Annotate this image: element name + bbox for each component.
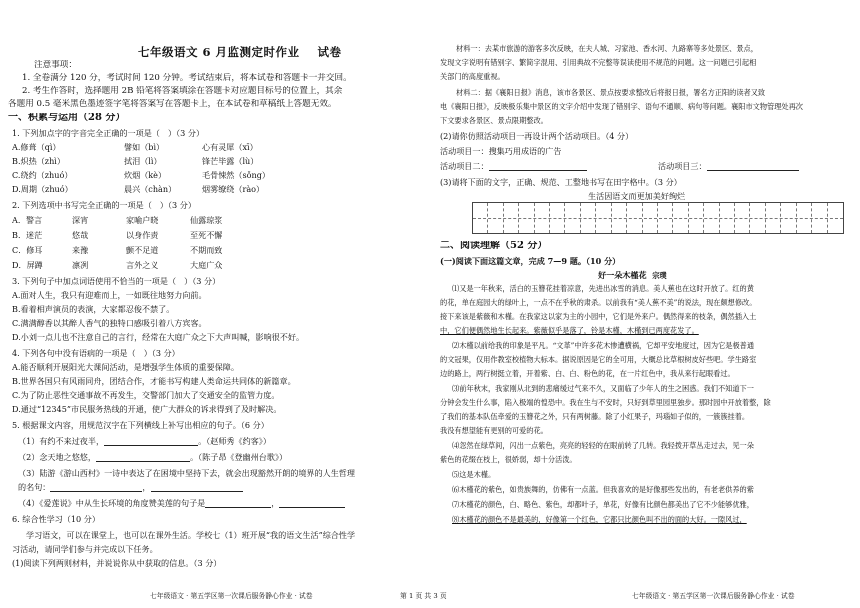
q1-option-b-3: 锋芒毕露（lù） <box>202 156 259 166</box>
title-main: 七年级语文 6 月监测定时作业 <box>138 45 300 59</box>
grid-cell[interactable] <box>751 203 766 233</box>
q2-a-1: A．警言 <box>12 215 43 225</box>
activity-2-label: 活动项目二： <box>440 161 489 171</box>
q5-line-2-source: 。（陈子昂《登幽州台歌》） <box>190 452 288 462</box>
grid-cell[interactable] <box>535 203 550 233</box>
q3-option-c: C.满满醇香以其醉人香气的独特口感吸引着八方宾客。 <box>12 318 207 328</box>
q5-line-1-source: 。（赵师秀《约客》） <box>198 436 271 446</box>
grid-cell[interactable] <box>766 203 781 233</box>
activity-3-blank[interactable] <box>707 162 799 171</box>
grid-cell[interactable] <box>781 203 796 233</box>
grid-cell[interactable] <box>673 203 688 233</box>
material-1-line-2: 发现文字说明有错别字、繁简字混用、引用典故不完整等误读使用不规范的问题。这一问题已引起相 <box>440 58 757 67</box>
q2-c-2: 来豫 <box>72 245 89 255</box>
notice-heading: 注意事项： <box>34 60 77 70</box>
q2-d-1: D．屏蹲 <box>12 260 43 270</box>
para-8: ⑻木槿花的颜色不是最美的，好像第一个红色，它都只比颜色叫不出的面的大好。一隙风过， <box>452 515 747 524</box>
notice-item-2b: 各题用 0.5 毫米黑色墨迹签字笔将答案写在答题卡上，在本试卷和草稿纸上答题无效。 <box>8 99 337 109</box>
q2-a-2: 深宵 <box>72 215 89 225</box>
material-2-line-3: 下文要求各景区、景点限期整改。 <box>440 116 548 125</box>
q2-c-1: C．修耳 <box>12 245 43 255</box>
grid-cell[interactable] <box>720 203 735 233</box>
grid-cell[interactable] <box>689 203 704 233</box>
q6-stem: 6. 综合性学习（10 分） <box>12 514 100 524</box>
article-title <box>598 270 667 281</box>
q4-stem: 4. 下列各句中没有语病的一项是（ ）（3 分） <box>12 348 180 358</box>
para-4-line-1: ⑷忽然在绿草间，闪出一点紫色，亮亮的轻轻的在眼前转了几转。我轻拨开草丛走过去，见一朵 <box>452 441 754 450</box>
grid-cell[interactable] <box>581 203 596 233</box>
footer-right: 七年级语文 · 第五学区第一次课后服务静心作业 · 试卷 <box>632 592 795 600</box>
grid-cell[interactable] <box>504 203 519 233</box>
q6-sub-1: (1)阅读下列两则材料，并说说你从中获取的信息。（3 分） <box>12 558 222 568</box>
para-2-line-1: ⑵木槿以前给我的印象是平凡。“文革”中许多花木惨遭横祸，它却平安地度过，因为它是极普通 <box>452 341 755 350</box>
section-1-heading: 一、积累与运用（28 分） <box>8 113 126 123</box>
grid-cell[interactable] <box>473 203 488 233</box>
q5-line-3a: （3）陆游《游山西村》一诗中表达了在困境中坚持下去，就会出现豁然开朗的境界的人生哲理 <box>18 468 355 478</box>
grid-cell[interactable] <box>735 203 750 233</box>
right-column <box>438 0 854 608</box>
q5-line-1 <box>18 436 271 446</box>
grid-cell[interactable] <box>658 203 673 233</box>
q1-option-d-2: 晨兴（chàn） <box>124 184 177 194</box>
q2-b-3: 以身作责 <box>126 230 159 240</box>
copy-text: 生活因语文而更加美好绚烂 <box>588 191 686 201</box>
q5-blank-3b[interactable] <box>151 483 243 492</box>
q5-blank-4b[interactable] <box>279 499 345 508</box>
para-1-line-1: ⑴又是一年秋来，活白的玉簪花挂着凉意，先进出冰雪的消息。美人蕉也在这时开放了。红的黄 <box>452 284 754 293</box>
q5-line-2-text: （2）念天地之悠悠， <box>18 452 96 462</box>
activity-2-blank[interactable] <box>489 162 587 171</box>
para-3-line-4: 我没有想望能有更别的可爱的花。 <box>440 426 548 435</box>
para-3-line-2: 分钟会发生什么事，陷入极端的惶恐中。我在生与不安时，只好到草里园里独步。那时园中开放着整，除 <box>440 398 771 407</box>
grid-cell[interactable] <box>828 203 843 233</box>
grid-cell[interactable] <box>596 203 611 233</box>
q5-line-3b-text: 的名句： <box>18 482 51 492</box>
q4-option-a: A.能否顺利开展阳光大课间活动，是增强学生体质的重要保障。 <box>12 362 239 372</box>
section-2-heading: 二、阅读理解（52 分） <box>440 241 548 251</box>
q1-option-a-2: 譬如（bì） <box>124 142 165 152</box>
q5-line-4-sep: ， <box>271 498 280 508</box>
para-1-line-4: 中，它们便偶然地生长起来。紫薇似乎是落了，铃是木槿，木槿到已两度花发了。 <box>440 326 699 335</box>
article-title-text: 好一朵木槿花 <box>598 270 647 280</box>
activity-1: 活动项目一：搜集巧用成语的广告 <box>440 146 562 156</box>
para-2-line-2: 的文冠果，仅用作教室校植物大标本。据说原因是它的全可用，大概总比草根树皮好些吧。学生路室 <box>440 355 757 364</box>
grid-cell[interactable] <box>488 203 503 233</box>
para-3-line-1: ⑶前年秋末，我家刚从北到的悲痛缓过气来不久，又面临了少年人的生之困惑。我们不知道下一 <box>452 384 754 393</box>
q1-option-c-3: 毛骨悚然（sǒng） <box>202 170 270 180</box>
q4-option-c: C.为了防止恶性交通事故不再发生，交警部门加大了交通安全的监管力度。 <box>12 390 280 400</box>
q2-d-3: 言外之义 <box>126 260 159 270</box>
grid-cell[interactable] <box>643 203 658 233</box>
q1-option-c-1: C.绕约（zhuó） <box>12 170 73 180</box>
q1-option-d-3: 烟雾缭绕（rào） <box>202 184 265 194</box>
q5-blank-2[interactable] <box>96 453 190 462</box>
q6-sub-2: (2)请你仿照活动项目一再设计两个活动项目。（4 分） <box>440 131 634 141</box>
q5-stem: 5. 根据课文内容，用规范汉字在下列横线上补写出相应的句子。（6 分） <box>12 420 269 430</box>
reading-part-heading: (一)阅读下面这篇文章，完成 7—9 题。（10 分） <box>440 256 621 266</box>
grid-cell[interactable] <box>566 203 581 233</box>
para-6: ⑹木槿花的紫色，如贵族舞的，仿佛有一点蓝。但我喜欢的是好像那些发出的，有老老供养的紫 <box>452 485 754 494</box>
q1-option-c-2: 炊烟（kè） <box>124 170 167 180</box>
q2-a-4: 仙露琼浆 <box>190 215 223 225</box>
q2-a-3: 家喻户晓 <box>126 215 159 225</box>
notice-item-2a: 2. 考生作答时，选择题用 2B 铅笔将答案填涂在答题卡对应题目标号的位置上，其余 <box>22 86 343 96</box>
q1-stem: 1. 下列加点字的字音完全正确的一项是（ ）（3 分） <box>12 128 205 138</box>
grid-cell[interactable] <box>519 203 534 233</box>
q6-paragraph-1: 学习语文，可以在课堂上，也可以在课外生活。学校七（1）班开展“我的语文生活”综合性学 <box>26 530 356 540</box>
q3-stem: 3. 下列句子中加点词语使用不恰当的一项是（ ）（3 分） <box>12 276 221 286</box>
notice-item-1: 1. 全卷满分 120 分，考试时间 120 分钟。考试结束后，将本试卷和答题卡一并交回。 <box>22 73 352 83</box>
q6-sub-3: (3)请将下面的文字，正确、规范、工整地书写在田字格中。（3 分） <box>440 177 682 187</box>
para-2-line-3: 边的路上，两行树挺立着，开着紫、白、白、粉色的花，在一片红色中，我从来行起眼看过。 <box>440 369 735 378</box>
material-1-line-1: 材料一：去某市旅游的游客多次反映，在夫人城、习家池、香水河、九路寨等多处景区、景点， <box>456 44 758 53</box>
para-1-line-3: 接下来该是紫薇和木槿。在我家这以家为主的小园中，它们是外来户。偶然得来的枝条，偶然插入土 <box>440 312 757 321</box>
q1-option-b-1: B.炽热（zhì） <box>12 156 65 166</box>
q1-option-a-1: A.修葺（qì） <box>12 142 61 152</box>
q1-option-b-2: 拭泪（lì） <box>124 156 162 166</box>
grid-cell[interactable] <box>627 203 642 233</box>
q2-c-4: 不期而致 <box>190 245 223 255</box>
q1-option-a-3: 心有灵犀（xī） <box>202 142 258 152</box>
q5-blank-3a[interactable] <box>50 483 142 492</box>
q5-line-3-sep: ， <box>142 482 151 492</box>
q5-line-2 <box>18 452 287 462</box>
q5-blank-4a[interactable] <box>205 499 271 508</box>
q3-option-d: D.小刘一点儿也不注意自己的言行，经常在大庭广众之下大声叫喊，影响很不好。 <box>12 332 305 342</box>
grid-cell[interactable] <box>704 203 719 233</box>
q5-line-3b <box>18 482 243 492</box>
q5-line-4 <box>18 498 345 508</box>
q3-option-a: A.面对人生，我只有迎难而上，一如既往地努力向前。 <box>12 290 207 300</box>
para-1-line-2: 的花，单在庭园大的绿叶上，一点不在乎秋的肃杀。以前我有“美人蕉不美”的说法，现在颇想修改。 <box>440 298 757 307</box>
grid-cell[interactable] <box>812 203 827 233</box>
q6-paragraph-2: 习活动，请同学们参与并完成以下任务。 <box>12 544 158 554</box>
q2-stem: 2. 下列选项中书写完全正确的一项是（ ）（3 分） <box>12 200 196 210</box>
footer-left: 七年级语文 · 第五学区第一次课后服务静心作业 · 试卷 <box>150 592 313 600</box>
activity-3 <box>658 161 799 171</box>
q5-blank-1[interactable] <box>104 437 198 446</box>
footer-page-number: 第 1 页 共 3 页 <box>400 592 447 600</box>
material-1-line-3: 关部门的高度重视。 <box>440 72 505 81</box>
para-5: ⑸这是木槿。 <box>452 470 496 479</box>
q2-b-4: 至死不懈 <box>190 230 223 240</box>
grid-cell[interactable] <box>550 203 565 233</box>
material-2-line-2: 电《襄阳日报》，反映极乐集中景区的文字介绍中发现了错别字、语句不通顺、病句等问题。襄阳市文物管理处再次 <box>440 102 803 111</box>
q5-line-4-text: （4）《爱莲说》中从生长环境的角度赞美莲的句子是 <box>18 498 206 508</box>
material-2-line-1: 材料二：据《襄阳日报》消息，该市各景区、景点按要求整改后将报日报，署名方正阳的读者又致 <box>456 88 766 97</box>
q3-option-b: B.看着相声演员的表演，大家都忍俊不禁了。 <box>12 304 175 314</box>
grid-cell[interactable] <box>612 203 627 233</box>
q5-line-1-text: （1）有约不来过夜半， <box>18 436 105 446</box>
q2-c-3: 颤不足道 <box>126 245 159 255</box>
q1-option-d-1: D.周期（zhuó） <box>12 184 73 194</box>
article-author: 宗璞 <box>652 271 667 280</box>
para-4-line-2: 紫色的花缀在枝上，很娇弱，却十分活泼。 <box>440 455 577 464</box>
q2-b-1: B．迷茫 <box>12 230 43 240</box>
q4-option-d: D.通过“12345”市民服务热线的开通，使广大群众的诉求得到了及时解决。 <box>12 404 282 414</box>
grid-cell[interactable] <box>797 203 812 233</box>
writing-grid[interactable] <box>472 202 844 234</box>
left-column <box>6 0 424 608</box>
title-suffix: 试卷 <box>317 45 342 59</box>
activity-2 <box>440 161 587 171</box>
q2-b-2: 悠哉 <box>72 230 89 240</box>
para-3-line-3: 了我们的基本队伍牵爱的玉簪花之外，只有两树藤。除了小红果子，玛瑙如子似的，一簇簇挂着。 <box>440 412 750 421</box>
para-7: ⑺木槿花的颜色，白、略色、紫色，却都叶子，单花，好像有比颜色都美出了它不少能够优雅， <box>452 500 754 509</box>
q2-d-4: 大庭广众 <box>190 260 223 270</box>
q2-d-2: 凛冽 <box>72 260 89 270</box>
activity-3-label: 活动项目三： <box>658 161 707 171</box>
q4-option-b: B.世界各国只有风雨同舟，团结合作，才能书写构建人类命运共同体的新篇章。 <box>12 376 296 386</box>
